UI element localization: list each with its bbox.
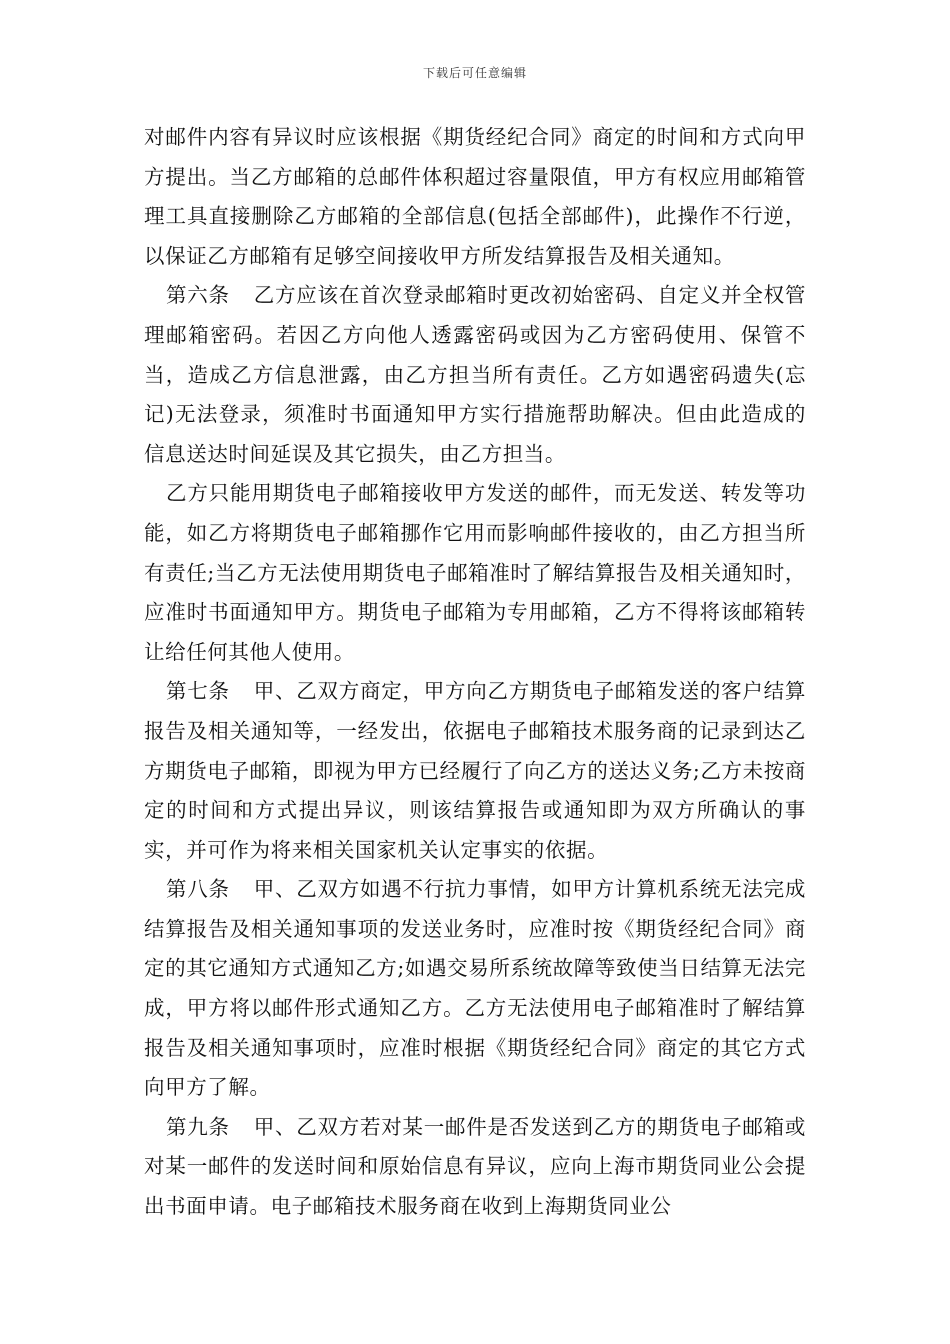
paragraph-email-usage [144, 474, 806, 672]
page-header: 下载后可任意编辑 [422, 66, 527, 80]
paragraph-article-6 [144, 276, 806, 474]
paragraph-text: 甲、乙双方若对某一邮件是否发送到乙方的期货电子邮箱或对某一邮件的发送时间和原始信息有异议，应向上海市期货同业公会提出书面申请。电子邮箱技术服务商在收到上海期货同业公 [144, 1114, 806, 1219]
paragraph-text: 对邮件内容有异议时应该根据《期货经纪合同》商定的时间和方式向甲方提出。当乙方邮箱的总邮件体积超过容量限值，甲方有权应用邮箱管理工具直接删除乙方邮箱的全部信息(包括全部邮件)，此操作不行逆，以保证乙方邮箱有足够空间接收甲方所发结算报告及相关通知。 [144, 125, 806, 268]
article-number: 第七条 [166, 679, 230, 704]
paragraph-continuation [144, 118, 806, 276]
article-number: 第八条 [166, 877, 230, 902]
article-number: 第六条 [166, 283, 230, 308]
paragraph-text: 甲、乙双方商定，甲方向乙方期货电子邮箱发送的客户结算报告及相关通知等，一经发出，依据电子邮箱技术服务商的记录到达乙方期货电子邮箱，即视为甲方已经履行了向乙方的送达义务;乙方未按商定的时间和方式提出异议，则该结算报告或通知即为双方所确认的事实，并可作为将来相关国家机关认定事实的依据。 [144, 679, 806, 862]
document-body [144, 118, 806, 1227]
paragraph-article-9 [144, 1108, 806, 1227]
article-number: 第九条 [166, 1114, 230, 1139]
paragraph-text: 甲、乙双方如遇不行抗力事情，如甲方计算机系统无法完成结算报告及相关通知事项的发送业务时，应准时按《期货经纪合同》商定的其它通知方式通知乙方;如遇交易所系统故障等致使当日结算无法完成，甲方将以邮件形式通知乙方。乙方无法使用电子邮箱准时了解结算报告及相关通知事项时，应准时根据《期货经纪合同》商定的其它方式向甲方了解。 [144, 877, 806, 1100]
paragraph-text: 乙方只能用期货电子邮箱接收甲方发送的邮件，而无发送、转发等功能，如乙方将期货电子邮箱挪作它用而影响邮件接收的，由乙方担当所有责任;当乙方无法使用期货电子邮箱准时了解结算报告及相关通知时，应准时书面通知甲方。期货电子邮箱为专用邮箱，乙方不得将该邮箱转让给任何其他人使用。 [144, 481, 806, 664]
paragraph-text: 乙方应该在首次登录邮箱时更改初始密码、自定义并全权管理邮箱密码。若因乙方向他人透露密码或因为乙方密码使用、保管不当，造成乙方信息泄露，由乙方担当所有责任。乙方如遇密码遗失(忘记)无法登录，须准时书面通知甲方实行措施帮助解决。但由此造成的信息送达时间延误及其它损失，由乙方担当。 [144, 283, 806, 466]
paragraph-article-8 [144, 870, 806, 1108]
paragraph-article-7 [144, 672, 806, 870]
